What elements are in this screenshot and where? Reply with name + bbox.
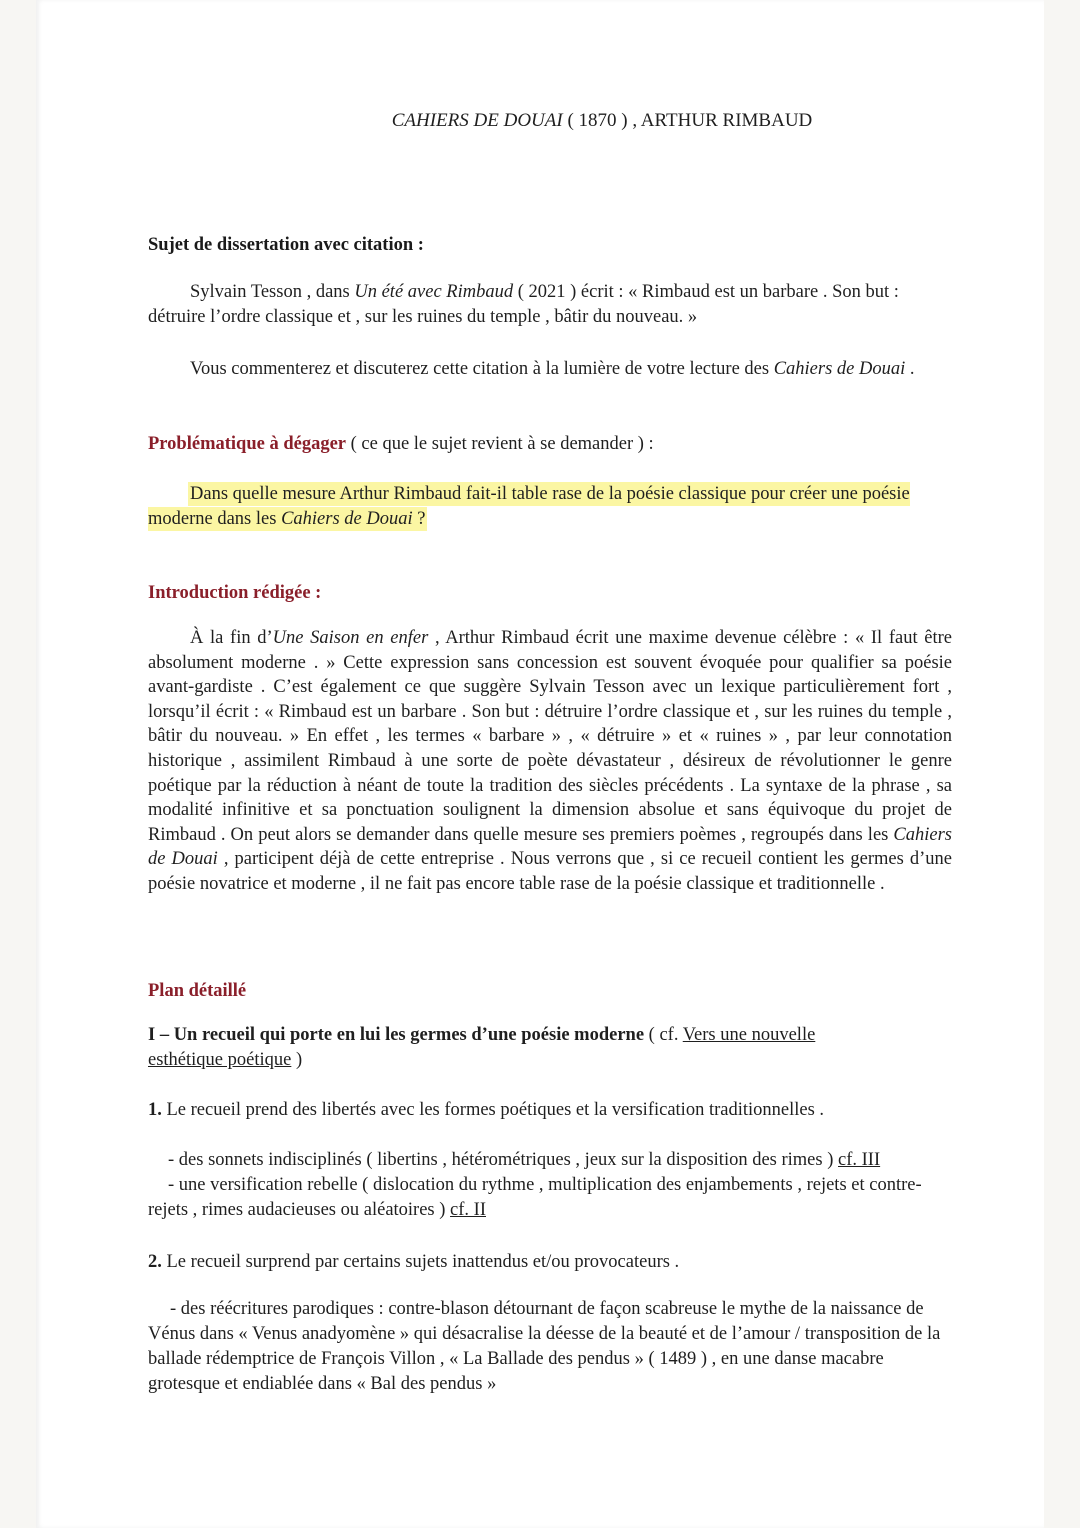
document-title [148,108,956,133]
sujet-instruction: Vous commenterez et discuterez cette citation à la lumière de votre lecture des Cahiers de Douai . [190,359,915,379]
problematique-question: Dans quelle mesure Arthur Rimbaud fait-il table rase de la poésie classique pour créer une poésie moderne dans les Cahiers de Douai ? [148,484,910,529]
title-work: CAHIERS DE DOUAI [391,110,563,131]
introduction-paragraph: À la fin d’Une Saison en enfer , Arthur Rimbaud écrit une maxime devenue célèbre : « Il faut être absolument moderne . » Cette expression sans concession est souvent évoquée pour qualifier sa poésie avant-gardiste . C’est également ce que suggère Sylvain Tesson avec un lexique particulièrement fort , lorsqu’il écrit : « Rimbaud est un barbare . Son but : détruire l’ordre classique et , sur les ruines du temple , bâtir du nouveau. » En effet , les termes « barbare » , « détruire » et « ruines » , par leur connotation historique , assimilent Rimbaud à une sorte de poète dévastateur , désireux de révolutionner le genre poétique par la réduction à néant de toute la tradition des siècles précédents . La syntaxe de la phrase , sa modalité infinitive et sa ponctuation soulignent la dimension absolue et sans équivoque du projet de Rimbaud . On peut alors se demander dans quelle mesure ses premiers poèmes , regroupés dans les Cahiers de Douai , participent déjà de cette entreprise . Nous verrons que , si ce recueil contient les germes d’une poésie novatrice et moderne , il ne fait pas encore table rase de la poésie classique et traditionnelle . [148,628,953,894]
sujet-paragraph: Sylvain Tesson , dans Un été avec Rimbaud ( 2021 ) écrit : « Rimbaud est un barbare . Son but : détruire l’ordre classique et , sur les ruines du temple , bâtir du nouveau. » [148,282,899,327]
subsection-1-bullet-1: - des sonnets indisciplinés ( libertins , hétérométriques , jeux sur la disposition des rimes ) cf. III [168,1150,881,1170]
subsection-1: 1. Le recueil prend des libertés avec les formes poétiques et la versification traditionnelles . [148,1100,825,1120]
title-author: ( 1870 ) , ARTHUR RIMBAUD [562,110,813,131]
subsection-1-bullet-2: - une versification rebelle ( dislocation du rythme , multiplication des enjambements , rejets et contre-rejets , rimes audacieuses ou aléatoires ) cf. II [148,1175,922,1220]
introduction-heading: Introduction rédigée : [148,583,322,603]
problematique-heading: Problématique à dégager ( ce que le sujet revient à se demander ) : [148,434,654,454]
part1-reference-link: Vers une nouvelle esthétique poétique [148,1025,816,1070]
plan-heading: Plan détaillé [148,981,247,1001]
sujet-heading: Sujet de dissertation avec citation : [148,235,424,255]
part1-heading: I – Un recueil qui porte en lui les germes d’une poésie moderne ( cf. Vers une nouvelle esthétique poétique ) [148,1025,816,1070]
subsection-2-bullet-1: - des réécritures parodiques : contre-blason détournant de façon scabreuse le mythe de la naissance de Vénus dans « Venus anadyomène » qui désacralise la déesse de la beauté et de l’amour / transposition de la ballade rédemptrice de François Villon , « La Ballade des pendus » ( 1489 ) , en une danse macabre grotesque et endiablée dans « Bal des pendus » [148,1299,941,1394]
subsection-2: 2. Le recueil surprend par certains sujets inattendus et/ou provocateurs . [148,1252,680,1272]
